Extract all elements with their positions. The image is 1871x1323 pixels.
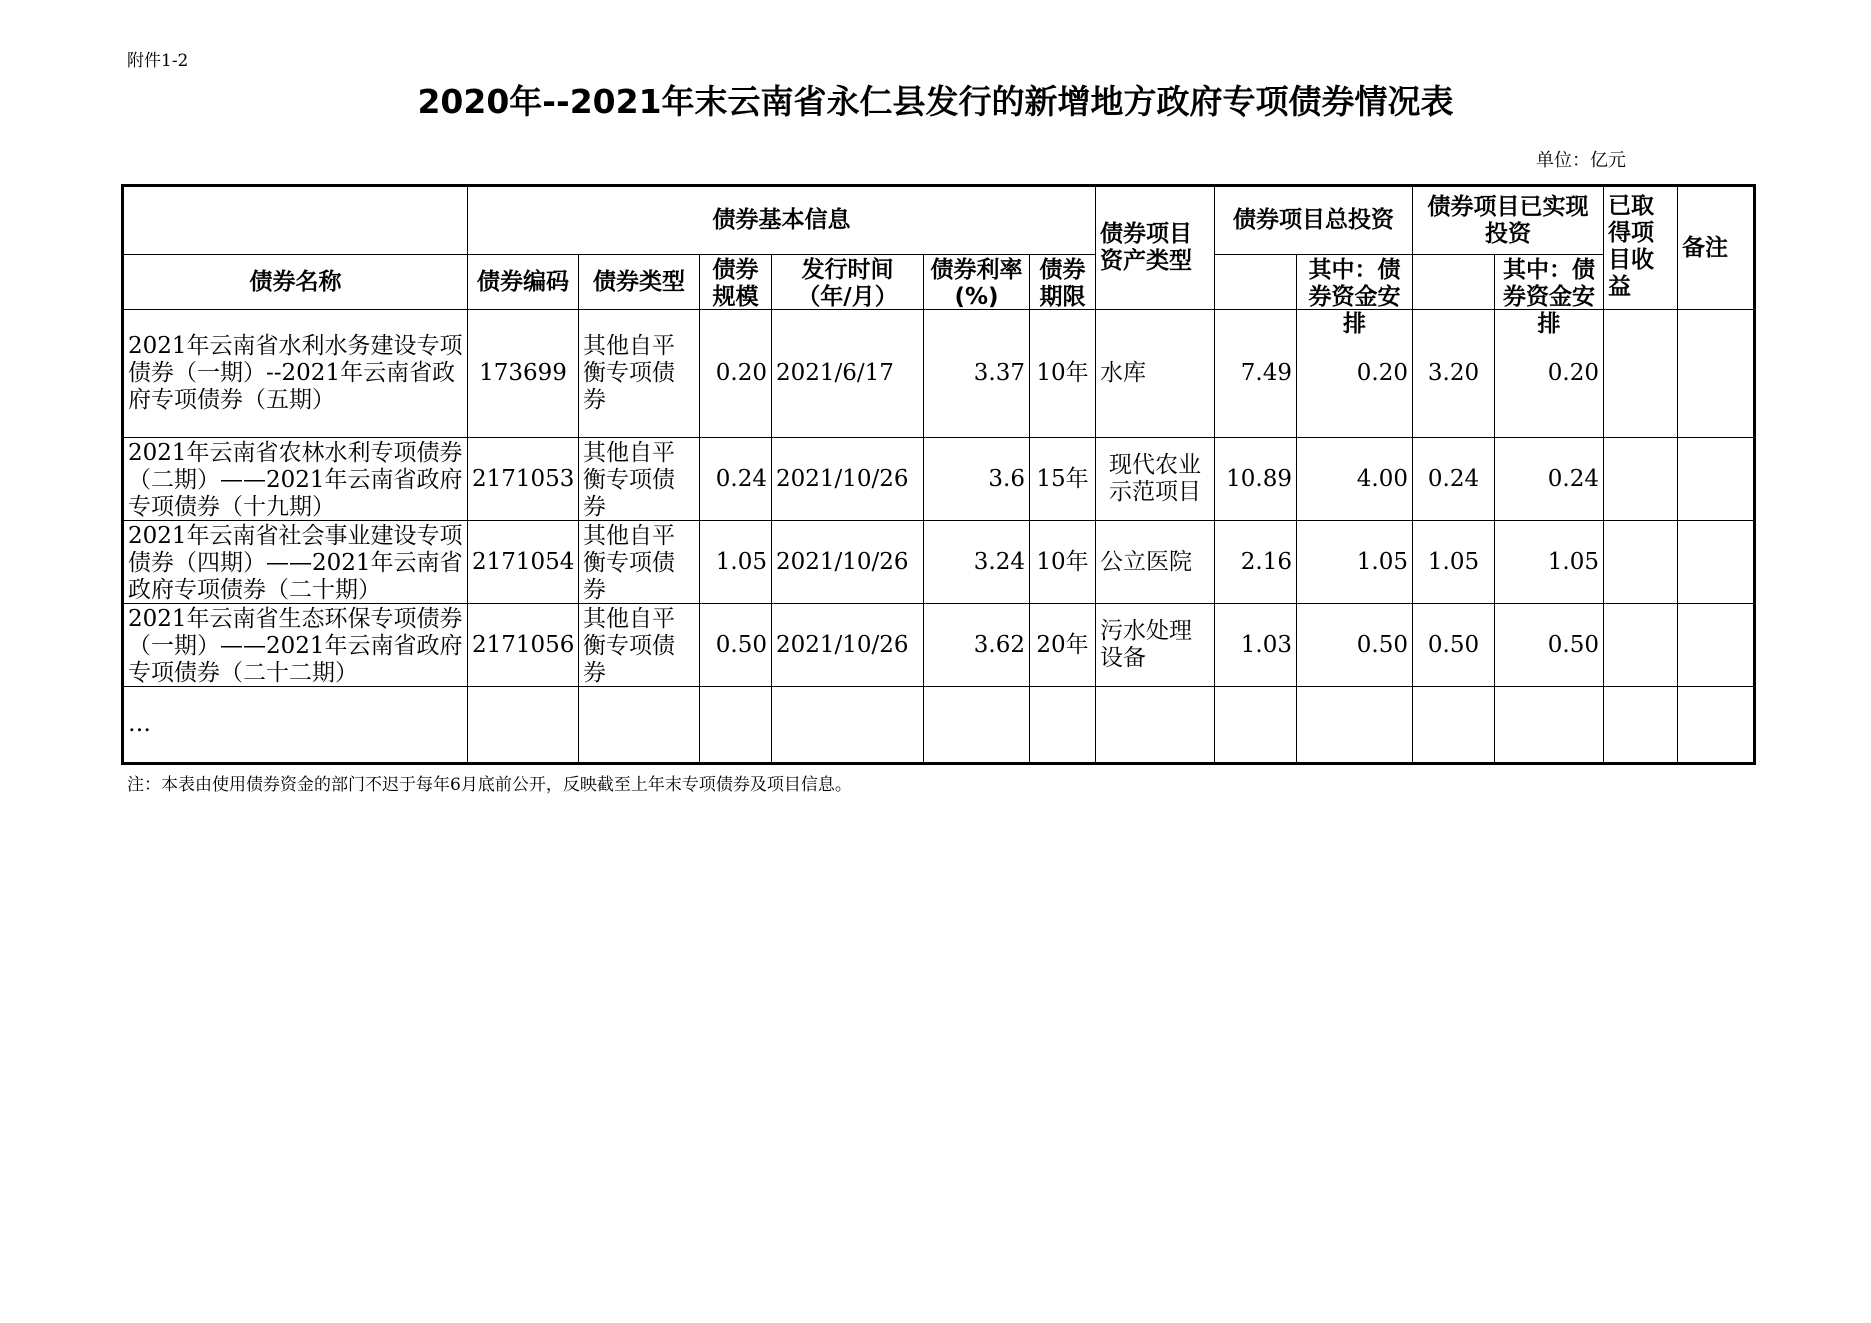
issue-date-cell: 2021/6/17 bbox=[772, 310, 924, 438]
header-realized-blank bbox=[1413, 255, 1495, 310]
revenue-cell bbox=[1604, 604, 1678, 687]
term-cell: 15年 bbox=[1030, 438, 1096, 521]
bond-scale-cell: 0.50 bbox=[700, 604, 772, 687]
empty-cell bbox=[772, 687, 924, 764]
bond-type-cell: 其他自平衡专项债券 bbox=[579, 604, 700, 687]
empty-cell bbox=[1604, 687, 1678, 764]
empty-cell bbox=[1297, 687, 1413, 764]
header-term: 债券期限 bbox=[1030, 255, 1096, 310]
header-remarks: 备注 bbox=[1678, 186, 1755, 310]
realized-bond-cell: 0.50 bbox=[1495, 604, 1604, 687]
table-row bbox=[123, 521, 1755, 604]
empty-cell bbox=[579, 687, 700, 764]
bond-name-cell: 2021年云南省水利水务建设专项债券（一期）--2021年云南省政府专项债券（五期） bbox=[123, 310, 468, 438]
total-investment-cell: 10.89 bbox=[1215, 438, 1297, 521]
realized-investment-cell: 3.20 bbox=[1413, 310, 1495, 438]
footnote: 注：本表由使用债券资金的部门不迟于每年6月底前公开，反映截至上年末专项债券及项目信息。 bbox=[127, 775, 852, 795]
header-bond-code: 债券编码 bbox=[468, 255, 579, 310]
asset-type-cell: 污水处理设备 bbox=[1096, 604, 1215, 687]
table-row bbox=[123, 438, 1755, 521]
bond-type-cell: 其他自平衡专项债券 bbox=[579, 438, 700, 521]
header-row-2 bbox=[123, 255, 1755, 310]
header-of-which-realized: 其中：债券资金安排 bbox=[1495, 255, 1604, 310]
bond-code-cell: 2171054 bbox=[468, 521, 579, 604]
revenue-cell bbox=[1604, 310, 1678, 438]
bond-table bbox=[121, 184, 1756, 765]
bond-type-cell: 其他自平衡专项债券 bbox=[579, 521, 700, 604]
realized-bond-cell: 0.24 bbox=[1495, 438, 1604, 521]
remark-cell bbox=[1678, 604, 1755, 687]
header-issue-time: 发行时间（年/月） bbox=[772, 255, 924, 310]
header-bond-scale: 债券规模 bbox=[700, 255, 772, 310]
revenue-cell bbox=[1604, 521, 1678, 604]
unit-label: 单位：亿元 bbox=[1536, 150, 1626, 171]
empty-cell bbox=[468, 687, 579, 764]
empty-cell bbox=[1495, 687, 1604, 764]
total-investment-cell: 7.49 bbox=[1215, 310, 1297, 438]
term-cell: 20年 bbox=[1030, 604, 1096, 687]
realized-investment-cell: 0.24 bbox=[1413, 438, 1495, 521]
header-interest-rate: 债券利率(%) bbox=[924, 255, 1030, 310]
header-realized-investment: 债券项目已实现投资 bbox=[1413, 186, 1604, 255]
bond-code-cell: 2171056 bbox=[468, 604, 579, 687]
header-row-1 bbox=[123, 186, 1755, 255]
realized-investment-cell: 0.50 bbox=[1413, 604, 1495, 687]
bond-name-cell: 2021年云南省农林水利专项债券（二期）——2021年云南省政府专项债券（十九期） bbox=[123, 438, 468, 521]
bond-name-cell: 2021年云南省社会事业建设专项债券（四期）——2021年云南省政府专项债券（二十期） bbox=[123, 521, 468, 604]
issue-date-cell: 2021/10/26 bbox=[772, 438, 924, 521]
empty-cell bbox=[924, 687, 1030, 764]
header-bond-name: 债券名称 bbox=[123, 255, 468, 310]
page-title: 2020年--2021年末云南省永仁县发行的新增地方政府专项债券情况表 bbox=[417, 82, 1454, 121]
attachment-label: 附件1-2 bbox=[127, 51, 189, 71]
empty-cell bbox=[1215, 687, 1297, 764]
realized-investment-cell: 1.05 bbox=[1413, 521, 1495, 604]
total-bond-cell: 0.20 bbox=[1297, 310, 1413, 438]
empty-cell bbox=[1096, 687, 1215, 764]
term-cell: 10年 bbox=[1030, 310, 1096, 438]
interest-rate-cell: 3.62 bbox=[924, 604, 1030, 687]
remark-cell bbox=[1678, 310, 1755, 438]
header-of-which-total: 其中：债券资金安排 bbox=[1297, 255, 1413, 310]
bond-scale-cell: 0.24 bbox=[700, 438, 772, 521]
empty-cell bbox=[700, 687, 772, 764]
empty-cell bbox=[1413, 687, 1495, 764]
empty-cell bbox=[1678, 687, 1755, 764]
realized-bond-cell: 0.20 bbox=[1495, 310, 1604, 438]
table-row bbox=[123, 604, 1755, 687]
total-bond-cell: 0.50 bbox=[1297, 604, 1413, 687]
interest-rate-cell: 3.6 bbox=[924, 438, 1030, 521]
bond-code-cell: 2171053 bbox=[468, 438, 579, 521]
ellipsis-cell: … bbox=[123, 687, 468, 764]
asset-type-cell: 公立医院 bbox=[1096, 521, 1215, 604]
total-bond-cell: 4.00 bbox=[1297, 438, 1413, 521]
interest-rate-cell: 3.37 bbox=[924, 310, 1030, 438]
table-row-ellipsis bbox=[123, 687, 1755, 764]
asset-type-cell: 现代农业示范项目 bbox=[1096, 438, 1215, 521]
bond-code-cell: 173699 bbox=[468, 310, 579, 438]
asset-type-cell: 水库 bbox=[1096, 310, 1215, 438]
interest-rate-cell: 3.24 bbox=[924, 521, 1030, 604]
remark-cell bbox=[1678, 521, 1755, 604]
table-row bbox=[123, 310, 1755, 438]
header-total-blank bbox=[1215, 255, 1297, 310]
issue-date-cell: 2021/10/26 bbox=[772, 521, 924, 604]
header-blank bbox=[123, 186, 468, 255]
total-investment-cell: 1.03 bbox=[1215, 604, 1297, 687]
realized-bond-cell: 1.05 bbox=[1495, 521, 1604, 604]
bond-scale-cell: 0.20 bbox=[700, 310, 772, 438]
header-bond-type: 债券类型 bbox=[579, 255, 700, 310]
revenue-cell bbox=[1604, 438, 1678, 521]
bond-name-cell: 2021年云南省生态环保专项债券（一期）——2021年云南省政府专项债券（二十二期） bbox=[123, 604, 468, 687]
issue-date-cell: 2021/10/26 bbox=[772, 604, 924, 687]
header-total-investment: 债券项目总投资 bbox=[1215, 186, 1413, 255]
header-asset-type: 债券项目资产类型 bbox=[1096, 186, 1215, 310]
remark-cell bbox=[1678, 438, 1755, 521]
total-bond-cell: 1.05 bbox=[1297, 521, 1413, 604]
empty-cell bbox=[1030, 687, 1096, 764]
bond-type-cell: 其他自平衡专项债券 bbox=[579, 310, 700, 438]
header-revenue: 已取得项目收益 bbox=[1604, 186, 1678, 310]
total-investment-cell: 2.16 bbox=[1215, 521, 1297, 604]
header-basic-info: 债券基本信息 bbox=[468, 186, 1096, 255]
bond-scale-cell: 1.05 bbox=[700, 521, 772, 604]
term-cell: 10年 bbox=[1030, 521, 1096, 604]
